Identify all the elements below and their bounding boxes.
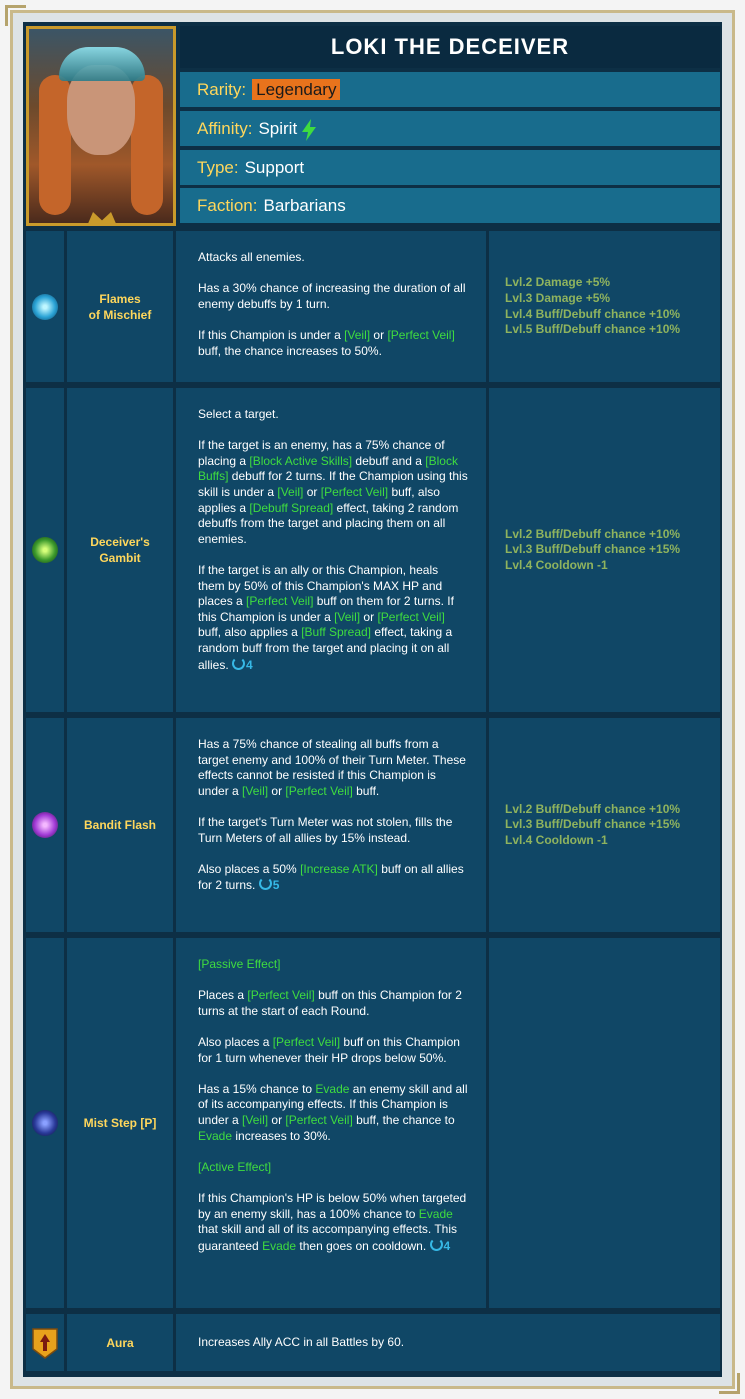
level-up-line: Lvl.2 Buff/Debuff chance +10% <box>505 801 681 816</box>
desc-paragraph: If this Champion's HP is below 50% when targeted by an enemy skill, has a 100% chance to Evade that skill and all of its accompanying effects. This guaranteed Evade then goes on cooldown. 4 <box>198 1190 467 1253</box>
cooldown-badge: 4 <box>430 1239 451 1253</box>
skill-icon-cell <box>26 938 64 1308</box>
skill-level-ups <box>489 718 720 932</box>
skill-name: Bandit Flash <box>67 718 173 932</box>
rarity-badge: Legendary <box>252 79 340 100</box>
aura-icon[interactable] <box>31 1327 59 1359</box>
cooldown-badge: 5 <box>259 878 280 892</box>
skill-name <box>67 231 173 382</box>
skill-description <box>176 231 486 382</box>
rarity-row <box>180 72 720 107</box>
skill-description <box>176 938 486 1308</box>
level-up-line: Lvl.2 Damage +5% <box>505 275 611 290</box>
spirit-bolt-icon <box>300 119 318 141</box>
cooldown-icon <box>259 877 272 890</box>
skill-icon-cell <box>26 718 64 932</box>
affinity-value: Spirit <box>258 119 298 138</box>
rarity-label: Rarity: <box>197 80 247 99</box>
deceivers-gambit-icon[interactable] <box>32 537 58 563</box>
desc-paragraph: Attacks all enemies. <box>198 250 305 264</box>
level-up-line: Lvl.3 Damage +5% <box>505 290 611 305</box>
bandit-flash-icon[interactable] <box>32 812 58 838</box>
skill-icon-cell <box>26 388 64 712</box>
level-up-line: Lvl.3 Buff/Debuff chance +15% <box>505 542 681 557</box>
desc-paragraph: Has a 75% chance of stealing all buffs from a target enemy and 100% of their Turn Meter. These effects cannot be resisted if this Champion is under a [Veil] or [Perfect Veil] buff. <box>198 737 466 798</box>
skill-description <box>176 388 486 712</box>
skill-name <box>67 388 173 712</box>
level-up-line: Lvl.4 Cooldown -1 <box>505 557 608 572</box>
desc-paragraph: If this Champion is under a [Veil] or [Perfect Veil] buff, the chance increases to 50%. <box>198 327 455 358</box>
cooldown-icon <box>232 657 245 670</box>
level-up-line: Lvl.2 Buff/Debuff chance +10% <box>505 526 681 541</box>
mist-step-icon[interactable] <box>32 1110 58 1136</box>
skill-name: Mist Step [P] <box>67 938 173 1308</box>
desc-paragraph: Select a target. <box>198 407 279 421</box>
desc-paragraph: If the target is an ally or this Champion, heals them by 50% of this Champion's MAX HP and places a [Perfect Veil] buff on them for 2 turns. If this Champion is under a [Veil] or [Perfect Veil] buff, also applies a [Buff Spread] effect, taking a random buff from the target and placing it on all allies. 4 <box>198 562 454 672</box>
desc-paragraph: Places a [Perfect Veil] buff on this Champion for 2 turns at the start of each Round. <box>198 988 462 1018</box>
flames-of-mischief-icon[interactable] <box>32 294 58 320</box>
skill-name-line: Flames <box>99 291 141 306</box>
aura-icon-cell <box>26 1314 64 1371</box>
skill-name-line: of Mischief <box>88 307 152 322</box>
desc-paragraph: Has a 15% chance to Evade an enemy skill and all of its accompanying effects. If this Champion is under a [Veil] or [Perfect Veil] buff, the chance to Evade increases to 30%. <box>198 1081 468 1143</box>
cooldown-icon <box>430 1238 443 1251</box>
skill-description <box>176 718 486 932</box>
cooldown-badge: 4 <box>232 658 253 672</box>
champion-name: LOKI THE DECEIVER <box>180 26 720 68</box>
desc-paragraph: Has a 30% chance of increasing the duration of all enemy debuffs by 1 turn. <box>198 281 466 311</box>
active-effect-heading: [Active Effect] <box>198 1159 272 1174</box>
level-up-line: Lvl.3 Buff/Debuff chance +15% <box>505 817 681 832</box>
champion-portrait <box>26 26 176 226</box>
type-row <box>180 150 720 185</box>
passive-effect-heading: [Passive Effect] <box>198 957 281 971</box>
skill-level-ups <box>489 231 720 382</box>
type-label: Type: <box>197 158 239 177</box>
type-value: Support <box>244 158 305 177</box>
aura-label: Aura <box>67 1314 173 1371</box>
faction-label: Faction: <box>197 196 258 215</box>
skill-level-ups <box>489 938 720 1308</box>
faction-value: Barbarians <box>263 196 346 215</box>
desc-paragraph: If the target's Turn Meter was not stolen, fills the Turn Meters of all allies by 15% instead. <box>198 814 453 845</box>
affinity-row <box>180 111 720 146</box>
faction-row <box>180 188 720 223</box>
skill-name-line: Gambit <box>99 551 141 565</box>
skill-name-line: Deceiver's <box>90 535 150 549</box>
desc-paragraph: Also places a 50% [Increase ATK] buff on all allies for 2 turns. 5 <box>198 861 464 893</box>
aura-description: Increases Ally ACC in all Battles by 60. <box>176 1314 720 1371</box>
desc-paragraph: Also places a [Perfect Veil] buff on this Champion for 1 turn whenever their HP drops below 50%. <box>198 1034 460 1065</box>
level-up-line: Lvl.5 Buff/Debuff chance +10% <box>505 322 681 337</box>
level-up-line: Lvl.4 Cooldown -1 <box>505 832 608 847</box>
level-up-line: Lvl.4 Buff/Debuff chance +10% <box>505 306 681 321</box>
skill-level-ups <box>489 388 720 712</box>
affinity-label: Affinity: <box>197 119 253 138</box>
desc-paragraph: If the target is an enemy, has a 75% chance of placing a [Block Active Skills] debuff and a [Block Buffs] debuff for 2 turns. If the Champion using this skill is under a [Veil] or [Perfect Veil] buff, also applies a [Debuff Spread] effect, taking 2 random debuffs from the target and placing them on all enemies. <box>198 438 468 546</box>
skill-icon-cell <box>26 231 64 382</box>
